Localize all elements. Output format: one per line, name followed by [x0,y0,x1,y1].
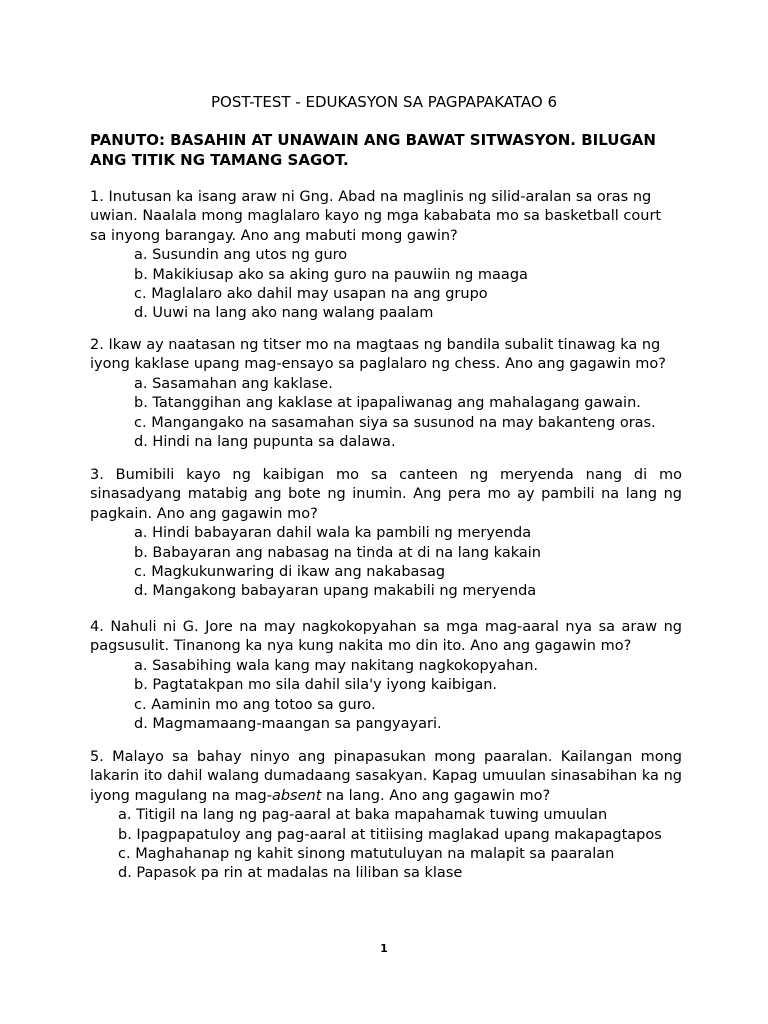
question-stem: 3. Bumibili kayo ng kaibigan mo sa canteen ng meryenda nang di mo sinasadyang matabig ang bote ng inumin. Ang pera mo ay pambili na lang ng pagkain. Ano ang gagawin mo? [90,467,682,522]
choice-b: b. Tatanggihan ang kaklase at ipapaliwanag ang mahalagang gawain. [134,395,641,412]
question-stem [90,748,682,806]
choice-d: d. Papasok pa rin at madalas na liliban sa klase [118,865,463,882]
choice-c: c. Mangangako na sasamahan siya sa susunod na may bakanteng oras. [134,414,656,431]
choice-a: a. Hindi babayaran dahil wala ka pambili ng meryenda [134,525,532,542]
stem-emphasis: absent [271,787,322,804]
choice-list [90,806,682,884]
question-5 [90,748,682,884]
choice-b: b. Pagtatakpan mo sila dahil sila'y iyong kaibigan. [134,677,498,694]
choice-d: d. Uuwi na lang ako nang walang paalam [134,305,434,322]
choice-list [90,246,682,324]
choice-b: b. Babayaran ang nabasag na tinda at di na lang kakain [134,544,541,561]
choice-b: b. Ipagpapatuloy ang pag-aaral at titiising maglakad upang makapagtapos [118,826,662,843]
choice-a: a. Sasamahan ang kaklase. [134,375,333,392]
choice-c: c. Maghahanap ng kahit sinong matutuluyan na malapit sa paaralan [118,846,615,863]
page-title: POST-TEST - EDUKASYON SA PAGPAPAKATAO 6 [211,93,557,111]
stem-text: 5. Malayo sa bahay ninyo ang pinapasukan mong paaralan. Kailangan mong lakarin ito dahil walang dumadaang sasakyan. Kapag umuulan sinasabihan ka ng iyong magulang na mag- [90,749,682,804]
stem-text-end: na lang. Ano ang gagawin mo? [321,787,551,804]
question-4 [90,618,682,734]
choice-list [90,524,682,602]
choice-c: c. Maglalaro ako dahil may usapan na ang grupo [134,286,488,303]
choice-c: c. Magkukunwaring di ikaw ang nakabasag [134,564,446,581]
page-number: 1 [380,942,388,955]
question-stem: 1. Inutusan ka isang araw ni Gng. Abad na maglinis ng silid-aralan sa oras ng uwian. Naalala mong maglalaro kayo ng mga kababata mo sa basketball court sa inyong barangay. Ano ang mabuti mong gawin? [90,189,662,244]
choice-d: d. Magmamaang-maangan sa pangyayari. [134,716,442,733]
choice-a: a. Titigil na lang ng pag-aaral at baka mapahamak tuwing umuulan [118,807,608,824]
choice-d: d. Hindi na lang pupunta sa dalawa. [134,434,396,451]
instructions: PANUTO: BASAHIN AT UNAWAIN ANG BAWAT SITWASYON. BILUGAN ANG TITIK NG TAMANG SAGOT. [90,131,656,169]
choice-list [90,375,682,453]
choice-b: b. Makikiusap ako sa aking guro na pauwiin ng maaga [134,266,528,283]
question-stem: 4. Nahuli ni G. Jore na may nagkokopyahan sa mga mag-aaral nya sa araw ng pagsusulit. Tinanong ka nya kung nakita mo din ito. Ano ang gagawin mo? [90,619,682,655]
question-stem: 2. Ikaw ay naatasan ng titser mo na magtaas ng bandila subalit tinawag ka ng iyong kaklase upang mag-ensayo sa paglalaro ng chess. Ano ang gagawin mo? [90,337,666,373]
choice-a: a. Susundin ang utos ng guro [134,247,348,264]
choice-c: c. Aaminin mo ang totoo sa guro. [134,696,376,713]
choice-d: d. Mangakong babayaran upang makabili ng meryenda [134,583,537,600]
choice-list [90,657,682,735]
question-1 [90,188,682,324]
question-2 [90,336,682,452]
choice-a: a. Sasabihing wala kang may nakitang nagkokopyahan. [134,657,538,674]
question-3 [90,466,682,602]
